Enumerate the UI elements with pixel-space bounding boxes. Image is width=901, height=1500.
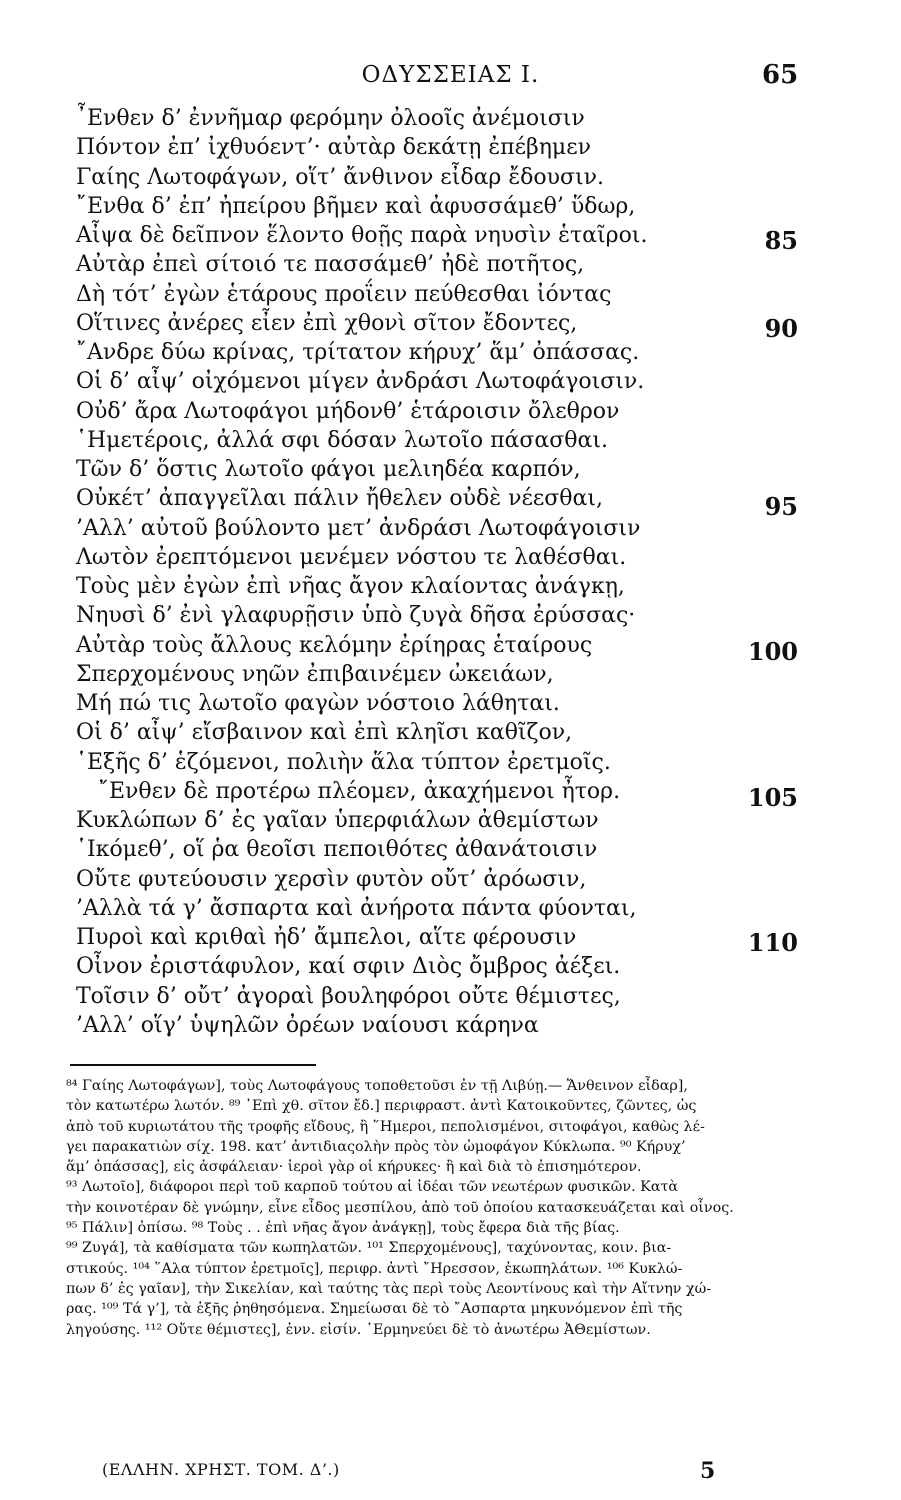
verse-line: ῾Εξῆς δ’ ἑζόμενοι, πολιὴν ἅλα τύπτον ἐρετμοῖς. <box>76 749 611 775</box>
footnotes <box>66 1076 796 1340</box>
footnote-rule <box>70 1064 316 1066</box>
verse-line: Γαίης Λωτοφάγων, οἵτ’ ἄνθινον εἶδαρ ἔδουσιν. <box>76 164 605 190</box>
line-number: 90 <box>764 314 798 343</box>
footnote-line: ⁹⁹ Ζυγά], τὰ καθίσματα τῶν κωπηλατῶν. ¹⁰¹ Σπερχομένους], ταχύνοντας, κοιν. βια- <box>66 1240 672 1257</box>
footnote-line: ρας. ¹⁰⁹ Τά γ’], τὰ ἑξῆς ῥηθησόμενα. Σημείωσαι δὲ τὸ ῎Ασπαρτα μηκυνόμενον ἐπὶ τῆς <box>66 1301 683 1318</box>
verse-line: Οὐκέτ’ ἀπαγγεῖλαι πάλιν ἤθελεν οὐδὲ νέεσθαι, <box>76 486 603 512</box>
verse-line: Οὐδ’ ἄρα Λωτοφάγοι μήδονθ’ ἑτάροισιν ὄλεθρον <box>76 398 620 424</box>
verse-line: Τῶν δ’ ὅστις λωτοῖο φάγοι μελιηδέα καρπόν, <box>76 457 581 482</box>
running-head: ΟΔΥΣΣΕΙΑΣ Ι. <box>361 62 540 88</box>
verse-line: Τοῖσιν δ’ οὔτ’ ἀγοραὶ βουληφόροι οὔτε θέμιστες, <box>76 983 621 1009</box>
footnote-line: τὸν κατωτέρω λωτόν. ⁸⁹ ᾿Επὶ χθ. σῖτον ἔδ.] περιφραστ. ἀντὶ Κατοικοῦντες, ζῶντες, ὡς <box>66 1098 697 1115</box>
footnote-line: ⁹³ Λωτοῖο], διάφοροι περὶ τοῦ καρποῦ τούτου αἱ ἰδέαι τῶν νεωτέρων φυσικῶν. Κατὰ <box>66 1179 679 1196</box>
verse-line: Δὴ τότ’ ἐγὼν ἑτάρους προΐειν πεύθεσθαι ἰόντας <box>76 281 612 307</box>
verse-line: ῾Ημετέροις, ἀλλά σφι δόσαν λωτοῖο πάσασθαι. <box>76 427 609 453</box>
footnote-line: ⁸⁴ Γαίης Λωτοφάγων], τοὺς Λωτοφάγους τοποθετοῦσι ἐν τῇ Λιβύῃ.— Ἄνθεινον εἶδαρ], <box>66 1078 688 1094</box>
line-number: 110 <box>747 928 798 957</box>
line-number: 95 <box>764 492 798 521</box>
verse-line: Σπερχομένους νηῶν ἐπιβαινέμεν ὠκειάων, <box>76 661 554 687</box>
signature-mark: (ΕΛΛΗΝ. ΧΡΗΣΤ. ΤΟΜ. Δ’.) <box>102 1460 340 1479</box>
footnote-line: ἅμ’ ὀπάσσας], εἰς ἀσφάλειαν· ἱεροὶ γὰρ οἱ κήρυκες· ἢ καὶ διὰ τὸ ἐπισημότερον. <box>66 1159 642 1176</box>
verse-line: Αὐτὰρ τοὺς ἄλλους κελόμην ἐρίηρας ἑταίρους <box>76 632 593 658</box>
verse-line: Πόντον ἐπ’ ἰχθυόεντ’· αὐτὰρ δεκάτῃ ἐπέβημεν <box>76 135 591 161</box>
sheet-number: 5 <box>700 1458 716 1484</box>
verse-line: Οἱ δ’ αἶψ’ εἴσβαινον καὶ ἐπὶ κληῖσι καθῖζον, <box>76 720 573 746</box>
footnote-line: τὴν κοινοτέραν δὲ γνώμην, εἶνε εἶδος μεσπίλου, ἀπὸ τοῦ ὁποίου κατασκευάζεται καὶ οἶνος. <box>66 1199 734 1216</box>
verse-line: Μή πώ τις λωτοῖο φαγὼν νόστοιο λάθηται. <box>76 691 560 716</box>
verse-line: Λωτὸν ἐρεπτόμενοι μενέμεν νόστου τε λαθέσθαι. <box>76 544 627 570</box>
verse-line: ῾Ικόμεθ’, οἵ ῥα θεοῖσι πεποιθότες ἀθανάτοισιν <box>76 837 598 863</box>
verse-line: Αἶψα δὲ δεῖπνον ἕλοντο θοῇς παρὰ νηυσὶν ἑταῖροι. <box>76 223 648 248</box>
verse-line: ’Αλλ’ οἵγ’ ὑψηλῶν ὀρέων ναίουσι κάρηνα <box>76 1012 539 1038</box>
verse-line: ’Αλλ’ αὐτοῦ βούλοντο μετ’ ἀνδράσι Λωτοφάγοισιν <box>76 515 641 541</box>
verse-line: ῏Ενθεν δ’ ἐννῆμαρ φερόμην ὀλοοῖς ἀνέμοισιν <box>76 106 585 131</box>
verse-line: ’Αλλὰ τά γ’ ἄσπαρτα καὶ ἀνήροτα πάντα φύονται, <box>76 895 637 921</box>
footnote-line: γει παρακατιὼν σίχ. 198. κατ’ ἀντιδιαςολὴν πρὸς τὸν ὠμοφάγον Κύκλωπα. ⁹⁰ Κήρυχ’ <box>66 1138 686 1155</box>
verse-line: Κυκλώπων δ’ ἐς γαῖαν ὑπερφιάλων ἀθεμίστων <box>76 808 599 833</box>
verse-line: ῎Ενθεν δὲ προτέρω πλέομεν, ἀκαχήμενοι ἦτορ. <box>98 778 621 804</box>
verse-line: Οἱ δ’ αἶψ’ οἰχόμενοι μίγεν ἀνδράσι Λωτοφάγοισιν. <box>76 369 645 395</box>
verse-text <box>76 104 736 1040</box>
verse-line: ῎Ανδρε δύω κρίνας, τρίτατον κήρυχ’ ἅμ’ ὀπάσσας. <box>76 340 640 365</box>
verse-line: Τοὺς μὲν ἐγὼν ἐπὶ νῆας ἄγον κλαίοντας ἀνάγκῃ, <box>76 574 625 599</box>
line-number: 100 <box>747 637 798 666</box>
footnote-line: ληγούσης. ¹¹² Οὔτε θέμιστες], ἐνν. εἰσίν. ῾Ερμηνεύει δὲ τὸ ἀνωτέρω ἈΘεμίστων. <box>66 1321 651 1338</box>
verse-line: Πυροὶ καὶ κριθαὶ ἠδ’ ἄμπελοι, αἵτε φέρουσιν <box>76 925 577 950</box>
verse-line: Οὔτε φυτεύουσιν χερσὶν φυτὸν οὔτ’ ἀρόωσιν, <box>76 866 587 892</box>
verse-line: ῎Ενθα δ’ ἐπ’ ἠπείρου βῆμεν καὶ ἀφυσσάμεθ’ ὕδωρ, <box>76 193 636 219</box>
footnote-line: πων δ’ ἐς γαῖαν], τὴν Σικελίαν, καὶ ταύτης τὰς περὶ τοὺς Λεοντίνους καὶ τὴν Αἴτνην χώ- <box>66 1280 712 1297</box>
footnote-line: ⁹⁵ Πάλιν] ὀπίσω. ⁹⁸ Τοὺς . . ἐπὶ νῆας ἄγον ἀνάγκῃ], τοὺς ἔφερα διὰ τῆς βίας. <box>66 1220 620 1237</box>
verse-line: Νηυσὶ δ’ ἐνὶ γλαφυρῇσιν ὑπὸ ζυγὰ δῆσα ἐρύσσας· <box>76 603 636 629</box>
footnote-line: στικούς. ¹⁰⁴ ῞Αλα τύπτον ἐρετμοῖς], περιφρ. ἀντὶ ῎Ηρεσσον, ἐκωπηλάτων. ¹⁰⁶ Κυκλώ- <box>66 1260 683 1277</box>
line-number: 105 <box>747 783 798 812</box>
footnote-line: ἀπὸ τοῦ κυριωτάτου τῆς τροφῆς εἴδους, ἢ ῞Ημεροι, πεπολισμένοι, σιτοφάγοι, καθὼς λέ- <box>66 1118 705 1135</box>
line-number: 85 <box>764 226 798 255</box>
verse-line: Αὐτὰρ ἐπεὶ σίτοιό τε πασσάμεθ’ ἠδὲ ποτῆτος, <box>76 252 585 278</box>
page-number: 65 <box>762 60 799 90</box>
verse-line: Οἵτινες ἀνέρες εἶεν ἐπὶ χθονὶ σῖτον ἔδοντες, <box>76 310 578 336</box>
verse-line: Οἶνον ἐριστάφυλον, καί σφιν Διὸς ὄμβρος ἀέξει. <box>76 954 621 980</box>
